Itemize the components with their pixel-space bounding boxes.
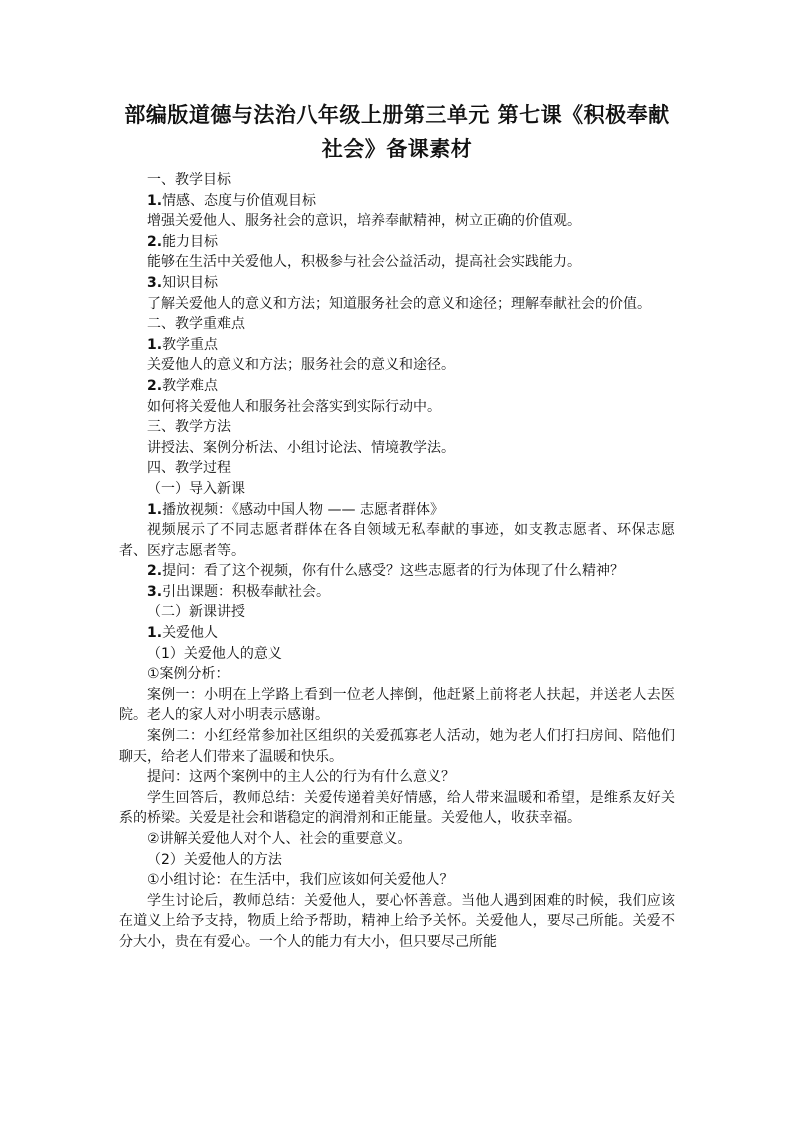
paragraph-text: 一、教学目标 <box>147 172 231 188</box>
paragraph <box>119 458 675 479</box>
paragraph <box>119 664 675 685</box>
paragraph-text: 增强关爱他人、服务社会的意识，培养奉献精神，树立正确的价值观。 <box>147 213 581 230</box>
paragraph-text: 提问：看了这个视频，你有什么感受？这些志愿者的行为体现了什么精神？ <box>162 563 625 580</box>
document-title: 部编版道德与法治八年级上册第三单元 第七课《积极奉献社会》备课素材 <box>124 103 670 161</box>
paragraph-text: 关爱他人 <box>162 625 219 642</box>
paragraph <box>119 417 675 438</box>
paragraph-text: 案例一：小明在上学路上看到一位老人摔倒，他赶紧上前将老人扶起，并送老人去医院。老人的家人对小明表示感谢。 <box>119 686 675 724</box>
paragraph <box>119 397 675 418</box>
paragraph <box>119 438 675 459</box>
paragraph-number: 1. <box>147 501 163 518</box>
paragraph-text: 教学重点 <box>162 336 219 353</box>
paragraph-text: 能力目标 <box>162 233 219 250</box>
paragraph-text: 知识目标 <box>162 274 219 291</box>
paragraph <box>119 850 675 871</box>
paragraph-text: （一）导入新课 <box>147 480 245 497</box>
paragraph-text: 学生回答后，教师总结：关爱传递着美好情感，给人带来温暖和希望，是维系友好关系的桥梁。关爱是社会和谐稳定的润滑剂和正能量。关爱他人，收获幸福。 <box>119 789 675 827</box>
paragraph-text: ②讲解关爱他人对个人、社会的重要意义。 <box>147 831 412 847</box>
paragraph <box>119 602 675 623</box>
paragraph-number: 2. <box>147 377 163 394</box>
paragraph <box>119 582 675 603</box>
paragraph-number: 2. <box>147 563 163 580</box>
paragraph <box>119 726 675 767</box>
paragraph-text: （1）关爱他人的意义 <box>147 645 282 662</box>
paragraph-number: 3. <box>147 274 163 291</box>
paragraph <box>119 170 675 191</box>
paragraph <box>119 355 675 376</box>
paragraph <box>119 376 675 397</box>
paragraph-text: 关爱他人的意义和方法；服务社会的意义和途径。 <box>147 357 455 374</box>
paragraph <box>119 644 675 665</box>
paragraph <box>119 520 675 561</box>
paragraph-text: （二）新课讲授 <box>147 604 245 621</box>
paragraph <box>119 685 675 726</box>
paragraph-text: 学生讨论后，教师总结：关爱他人，要心怀善意。当他人遇到困难的时候，我们应该在道义上给予支持，物质上给予帮助，精神上给予关怀。关爱他人，要尽己所能。关爱不分大小，贵在有爱心。一个人的能力有大小，但只要尽己所能 <box>119 892 675 950</box>
paragraph-text: 播放视频：《感动中国人物 —— 志愿者群体》 <box>162 501 444 518</box>
paragraph <box>119 870 675 891</box>
paragraph-text: 教学难点 <box>162 377 219 394</box>
paragraph-text: 视频展示了不同志愿者群体在各自领域无私奉献的事迹，如支教志愿者、环保志愿者、医疗志愿者等。 <box>119 522 675 559</box>
paragraph-text: ①案例分析： <box>147 666 230 683</box>
paragraph <box>119 273 675 294</box>
paragraph-text: 引出课题：积极奉献社会。 <box>162 583 331 600</box>
paragraph <box>119 788 675 829</box>
paragraph <box>119 500 675 521</box>
paragraph <box>119 191 675 212</box>
paragraph-text: 提问：这两个案例中的主人公的行为有什么意义？ <box>147 769 455 786</box>
document-page <box>119 98 675 953</box>
paragraph-text: 了解关爱他人的意义和方法；知道服务社会的意义和途径；理解奉献社会的价值。 <box>147 295 651 312</box>
paragraph <box>119 294 675 315</box>
paragraph <box>119 252 675 273</box>
paragraph <box>119 561 675 582</box>
paragraph-text: 三、教学方法 <box>147 419 231 436</box>
paragraph-text: 情感、态度与价值观目标 <box>162 192 317 209</box>
paragraph-number: 3. <box>147 583 163 600</box>
paragraph-text: 讲授法、案例分析法、小组讨论法、情境教学法。 <box>147 439 455 456</box>
paragraph-number: 1. <box>147 625 163 642</box>
paragraph-text: （2）关爱他人的方法 <box>147 851 282 868</box>
paragraph <box>119 891 675 953</box>
paragraph-text: ①小组讨论：在生活中，我们应该如何关爱他人？ <box>147 872 454 889</box>
paragraph-text: 如何将关爱他人和服务社会落实到实际行动中。 <box>147 398 441 415</box>
paragraph <box>119 211 675 232</box>
paragraph-text: 四、教学过程 <box>147 460 231 477</box>
paragraph-text: 二、教学重难点 <box>147 316 245 333</box>
paragraph-number: 2. <box>147 233 163 250</box>
paragraph-text: 能够在生活中关爱他人，积极参与社会公益活动，提高社会实践能力。 <box>147 254 581 271</box>
document-body <box>119 170 675 953</box>
paragraph <box>119 829 675 850</box>
paragraph <box>119 314 675 335</box>
paragraph <box>119 767 675 788</box>
paragraph <box>119 623 675 644</box>
paragraph-number: 1. <box>147 192 163 209</box>
paragraph-text: 案例二：小红经常参加社区组织的关爱孤寡老人活动，她为老人们打扫房间、陪他们聊天，给老人们带来了温暖和快乐。 <box>119 728 675 765</box>
paragraph <box>119 479 675 500</box>
paragraph <box>119 335 675 356</box>
paragraph-number: 1. <box>147 336 163 353</box>
paragraph <box>119 232 675 253</box>
